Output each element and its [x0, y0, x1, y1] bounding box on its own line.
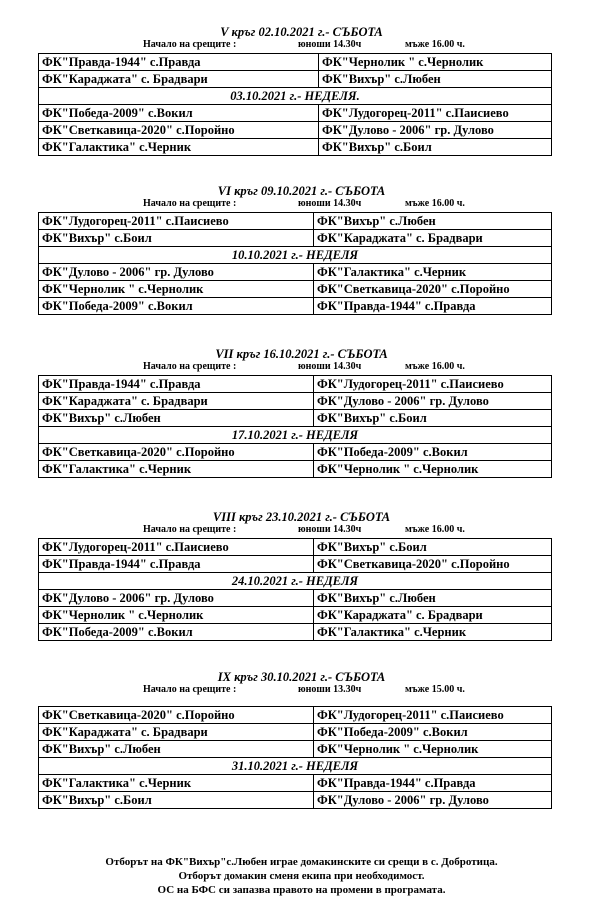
- round-title: IX кръг 30.10.2021 г.- СЪБОТА: [217, 670, 386, 684]
- start-info: [0, 684, 603, 696]
- home-team: ФК"Светкавица-2020" с.Поройно: [39, 707, 314, 724]
- sunday-title: 10.10.2021 г.- НЕДЕЛЯ: [39, 247, 552, 264]
- start-label: Начало на срещите :: [143, 684, 237, 695]
- table-row: [39, 724, 552, 741]
- table-row: [39, 393, 552, 410]
- round-8: [0, 510, 603, 639]
- youth-time: юноши 13.30ч: [298, 684, 362, 695]
- men-time: мъже 15.00 ч.: [405, 684, 465, 695]
- sunday-row: [39, 573, 552, 590]
- start-info: [0, 198, 603, 210]
- sunday-row: [39, 88, 552, 105]
- table-row: [39, 590, 552, 607]
- table-row: [39, 213, 552, 230]
- table-row: [39, 775, 552, 792]
- start-label: Начало на срещите :: [143, 524, 237, 535]
- away-team: ФК"Вихър" с.Любен: [319, 71, 552, 88]
- table-row: [39, 792, 552, 809]
- away-team: ФК"Вихър" с.Боил: [314, 539, 552, 556]
- home-team: ФК"Вихър" с.Боил: [39, 792, 314, 809]
- table-row: [39, 376, 552, 393]
- table-row: [39, 410, 552, 427]
- men-time: мъже 16.00 ч.: [405, 198, 465, 209]
- table-row: [39, 461, 552, 478]
- home-team: ФК"Караджата" с. Брадвари: [39, 724, 314, 741]
- away-team: ФК"Вихър" с.Боил: [319, 139, 552, 156]
- sunday-row: [39, 427, 552, 444]
- sunday-title: 03.10.2021 г.- НЕДЕЛЯ.: [39, 88, 552, 105]
- start-info: [0, 524, 603, 536]
- table-row: [39, 707, 552, 724]
- home-team: ФК"Правда-1944" с.Правда: [39, 376, 314, 393]
- home-team: ФК"Правда-1944" с.Правда: [39, 54, 319, 71]
- away-team: ФК"Лудогорец-2011" с.Паисиево: [319, 105, 552, 122]
- away-team: ФК"Дулово - 2006" гр. Дулово: [319, 122, 552, 139]
- away-team: ФК"Правда-1944" с.Правда: [314, 298, 552, 315]
- table-row: [39, 298, 552, 315]
- start-label: Начало на срещите :: [143, 198, 237, 209]
- sunday-row: [39, 758, 552, 775]
- men-time: мъже 16.00 ч.: [405, 524, 465, 535]
- table-row: [39, 539, 552, 556]
- away-team: ФК"Вихър" с.Любен: [314, 590, 552, 607]
- home-team: ФК"Победа-2009" с.Вокил: [39, 624, 314, 641]
- away-team: ФК"Светкавица-2020" с.Поройно: [314, 556, 552, 573]
- home-team: ФК"Вихър" с.Любен: [39, 410, 314, 427]
- table-row: [39, 230, 552, 247]
- table-row: [39, 624, 552, 641]
- away-team: ФК"Вихър" с.Любен: [314, 213, 552, 230]
- table-row: [39, 122, 552, 139]
- footer-line: Отборът на ФК"Вихър"с.Любен играе домакинските си срещи в с. Добротица.: [105, 856, 498, 868]
- footer-notes: [0, 855, 603, 897]
- start-label: Начало на срещите :: [143, 39, 237, 50]
- fixtures-table: [38, 53, 552, 156]
- away-team: ФК"Караджата" с. Брадвари: [314, 230, 552, 247]
- round-title: VI кръг 09.10.2021 г.- СЪБОТА: [217, 184, 386, 198]
- home-team: ФК"Вихър" с.Боил: [39, 230, 314, 247]
- home-team: ФК"Чернолик " с.Чернолик: [39, 607, 314, 624]
- round-title: V кръг 02.10.2021 г.- СЪБОТА: [220, 25, 383, 39]
- youth-time: юноши 14.30ч: [298, 198, 362, 209]
- home-team: ФК"Победа-2009" с.Вокил: [39, 298, 314, 315]
- youth-time: юноши 14.30ч: [298, 39, 362, 50]
- home-team: ФК"Светкавица-2020" с.Поройно: [39, 444, 314, 461]
- fixtures-table: [38, 212, 552, 315]
- table-row: [39, 264, 552, 281]
- away-team: ФК"Чернолик " с.Чернолик: [314, 461, 552, 478]
- table-row: [39, 139, 552, 156]
- table-row: [39, 281, 552, 298]
- away-team: ФК"Караджата" с. Брадвари: [314, 607, 552, 624]
- round-5: [0, 25, 603, 154]
- home-team: ФК"Правда-1944" с.Правда: [39, 556, 314, 573]
- fixtures-table: [38, 538, 552, 641]
- away-team: ФК"Дулово - 2006" гр. Дулово: [314, 792, 552, 809]
- table-row: [39, 71, 552, 88]
- men-time: мъже 16.00 ч.: [405, 361, 465, 372]
- away-team: ФК"Дулово - 2006" гр. Дулово: [314, 393, 552, 410]
- fixtures-table: [38, 375, 552, 478]
- away-team: ФК"Галактика" с.Черник: [314, 624, 552, 641]
- table-row: [39, 607, 552, 624]
- round-title: VII кръг 16.10.2021 г.- СЪБОТА: [215, 347, 388, 361]
- table-row: [39, 556, 552, 573]
- table-row: [39, 444, 552, 461]
- home-team: ФК"Галактика" с.Черник: [39, 139, 319, 156]
- round-title: VIII кръг 23.10.2021 г.- СЪБОТА: [212, 510, 391, 524]
- start-label: Начало на срещите :: [143, 361, 237, 372]
- home-team: ФК"Победа-2009" с.Вокил: [39, 105, 319, 122]
- table-row: [39, 54, 552, 71]
- round-6: [0, 184, 603, 313]
- away-team: ФК"Чернолик " с.Чернолик: [314, 741, 552, 758]
- away-team: ФК"Победа-2009" с.Вокил: [314, 444, 552, 461]
- start-info: [0, 39, 603, 51]
- men-time: мъже 16.00 ч.: [405, 39, 465, 50]
- footer-line: Отборът домакин сменя екипа при необходимост.: [178, 870, 425, 882]
- away-team: ФК"Светкавица-2020" с.Поройно: [314, 281, 552, 298]
- sunday-title: 24.10.2021 г.- НЕДЕЛЯ: [39, 573, 552, 590]
- round-7: [0, 347, 603, 476]
- home-team: ФК"Караджата" с. Брадвари: [39, 393, 314, 410]
- start-info: [0, 361, 603, 373]
- sunday-title: 17.10.2021 г.- НЕДЕЛЯ: [39, 427, 552, 444]
- away-team: ФК"Лудогорец-2011" с.Паисиево: [314, 707, 552, 724]
- home-team: ФК"Дулово - 2006" гр. Дулово: [39, 590, 314, 607]
- away-team: ФК"Вихър" с.Боил: [314, 410, 552, 427]
- table-row: [39, 741, 552, 758]
- table-row: [39, 105, 552, 122]
- home-team: ФК"Лудогорец-2011" с.Паисиево: [39, 539, 314, 556]
- footer-line: ОС на БФС си запазва правото на промени в програмата.: [157, 884, 446, 896]
- home-team: ФК"Светкавица-2020" с.Поройно: [39, 122, 319, 139]
- youth-time: юноши 14.30ч: [298, 361, 362, 372]
- home-team: ФК"Караджата" с. Брадвари: [39, 71, 319, 88]
- youth-time: юноши 14.30ч: [298, 524, 362, 535]
- home-team: ФК"Чернолик " с.Чернолик: [39, 281, 314, 298]
- away-team: ФК"Чернолик " с.Чернолик: [319, 54, 552, 71]
- fixtures-table: [38, 706, 552, 809]
- sunday-row: [39, 247, 552, 264]
- round-9: [0, 670, 603, 807]
- sunday-title: 31.10.2021 г.- НЕДЕЛЯ: [39, 758, 552, 775]
- away-team: ФК"Галактика" с.Черник: [314, 264, 552, 281]
- home-team: ФК"Вихър" с.Любен: [39, 741, 314, 758]
- home-team: ФК"Дулово - 2006" гр. Дулово: [39, 264, 314, 281]
- away-team: ФК"Правда-1944" с.Правда: [314, 775, 552, 792]
- home-team: ФК"Лудогорец-2011" с.Паисиево: [39, 213, 314, 230]
- away-team: ФК"Лудогорец-2011" с.Паисиево: [314, 376, 552, 393]
- home-team: ФК"Галактика" с.Черник: [39, 775, 314, 792]
- home-team: ФК"Галактика" с.Черник: [39, 461, 314, 478]
- away-team: ФК"Победа-2009" с.Вокил: [314, 724, 552, 741]
